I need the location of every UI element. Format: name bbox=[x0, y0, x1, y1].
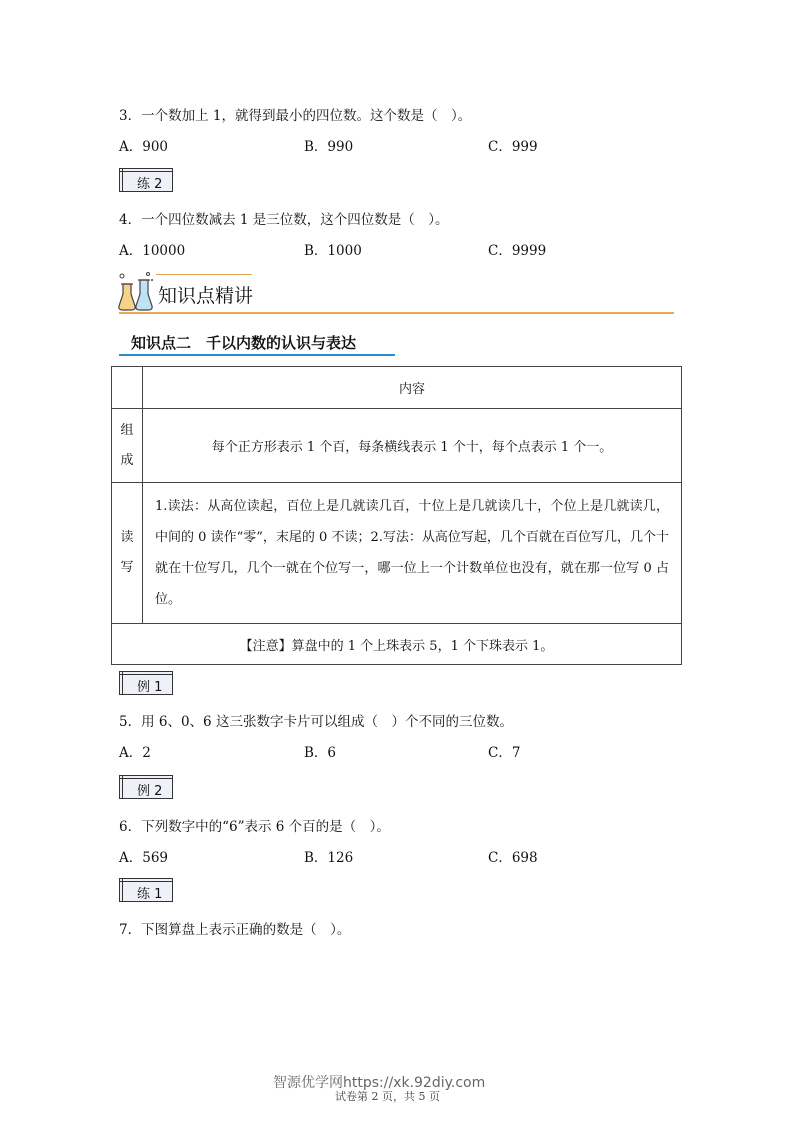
question-4-option-b: B．1000 bbox=[304, 243, 362, 259]
table-note: 【注意】算盘中的 1 个上珠表示 5，1 个下珠表示 1。 bbox=[112, 624, 682, 665]
row2-head-char1: 读 bbox=[120, 530, 134, 545]
table-corner-cell bbox=[112, 367, 143, 409]
table-row-head-read-write bbox=[112, 483, 143, 624]
question-5-option-a: A．2 bbox=[119, 745, 151, 761]
table-header-content: 内容 bbox=[143, 367, 682, 409]
knowledge-table bbox=[111, 366, 682, 665]
question-3-option-a: A．900 bbox=[119, 139, 169, 155]
table-row-read-write-content: 1.读法：从高位读起，百位上是几就读几百，十位上是几就读几十，个位上是几就读几，中间的 0 读作“零”，末尾的 0 不读；2.写法：从高位写起，几个百就在百位写几，几个十就在十位写几，几个一就在个位写一，哪一位上一个计数单位也没有，就在那一位写 0 占位。 bbox=[143, 483, 682, 624]
row2-head-char2: 写 bbox=[120, 560, 134, 575]
question-4-option-a: A．10000 bbox=[119, 243, 186, 259]
knowledge-point-title: 知识点二 千以内数的认识与表达 bbox=[131, 334, 357, 352]
question-3-text: 3．一个数加上 1，就得到最小的四位数。这个数是（ ）。 bbox=[119, 108, 472, 124]
question-6-option-b: B．126 bbox=[304, 850, 354, 866]
table-row-head-composition bbox=[112, 409, 143, 483]
section-title: 知识点精讲 bbox=[158, 285, 254, 307]
question-3-option-b: B．990 bbox=[304, 139, 354, 155]
row1-head-char1: 组 bbox=[120, 422, 134, 438]
page-number: 试卷第 2 页，共 5 页 bbox=[335, 1090, 440, 1103]
question-5-option-c: C．7 bbox=[488, 745, 521, 761]
example-1-label: 例 1 bbox=[137, 680, 163, 695]
example-1-tag bbox=[119, 671, 173, 695]
question-3-option-c: C．999 bbox=[488, 139, 538, 155]
question-7-text: 7．下图算盘上表示正确的数是（ ）。 bbox=[119, 922, 351, 938]
practice-2-tag bbox=[119, 168, 173, 192]
question-4-text: 4．一个四位数减去 1 是三位数，这个四位数是（ ）。 bbox=[119, 212, 449, 228]
table-row-composition-content: 每个正方形表示 1 个百，每条横线表示 1 个十，每个点表示 1 个一。 bbox=[143, 409, 682, 483]
flask-icon bbox=[116, 270, 156, 312]
question-6-option-a: A．569 bbox=[119, 850, 169, 866]
section-divider bbox=[119, 312, 674, 314]
section-title-overline bbox=[156, 274, 252, 275]
practice-2-label: 练 2 bbox=[137, 177, 163, 192]
practice-1-tag bbox=[119, 878, 173, 902]
example-2-tag bbox=[119, 775, 173, 799]
watermark: 智源优学网https://xk.92diy.com bbox=[273, 1075, 486, 1091]
question-6-text: 6．下列数字中的“6”表示 6 个百的是（ ）。 bbox=[119, 819, 390, 835]
example-2-label: 例 2 bbox=[137, 784, 163, 799]
question-5-option-b: B．6 bbox=[304, 745, 337, 761]
practice-1-label: 练 1 bbox=[137, 887, 163, 902]
question-4-option-c: C．9999 bbox=[488, 243, 547, 259]
question-6-option-c: C．698 bbox=[488, 850, 538, 866]
knowledge-point-underline bbox=[119, 354, 395, 356]
question-5-text: 5．用 6、0、6 这三张数字卡片可以组成（ ）个不同的三位数。 bbox=[119, 714, 513, 730]
row1-head-char2: 成 bbox=[120, 452, 134, 468]
